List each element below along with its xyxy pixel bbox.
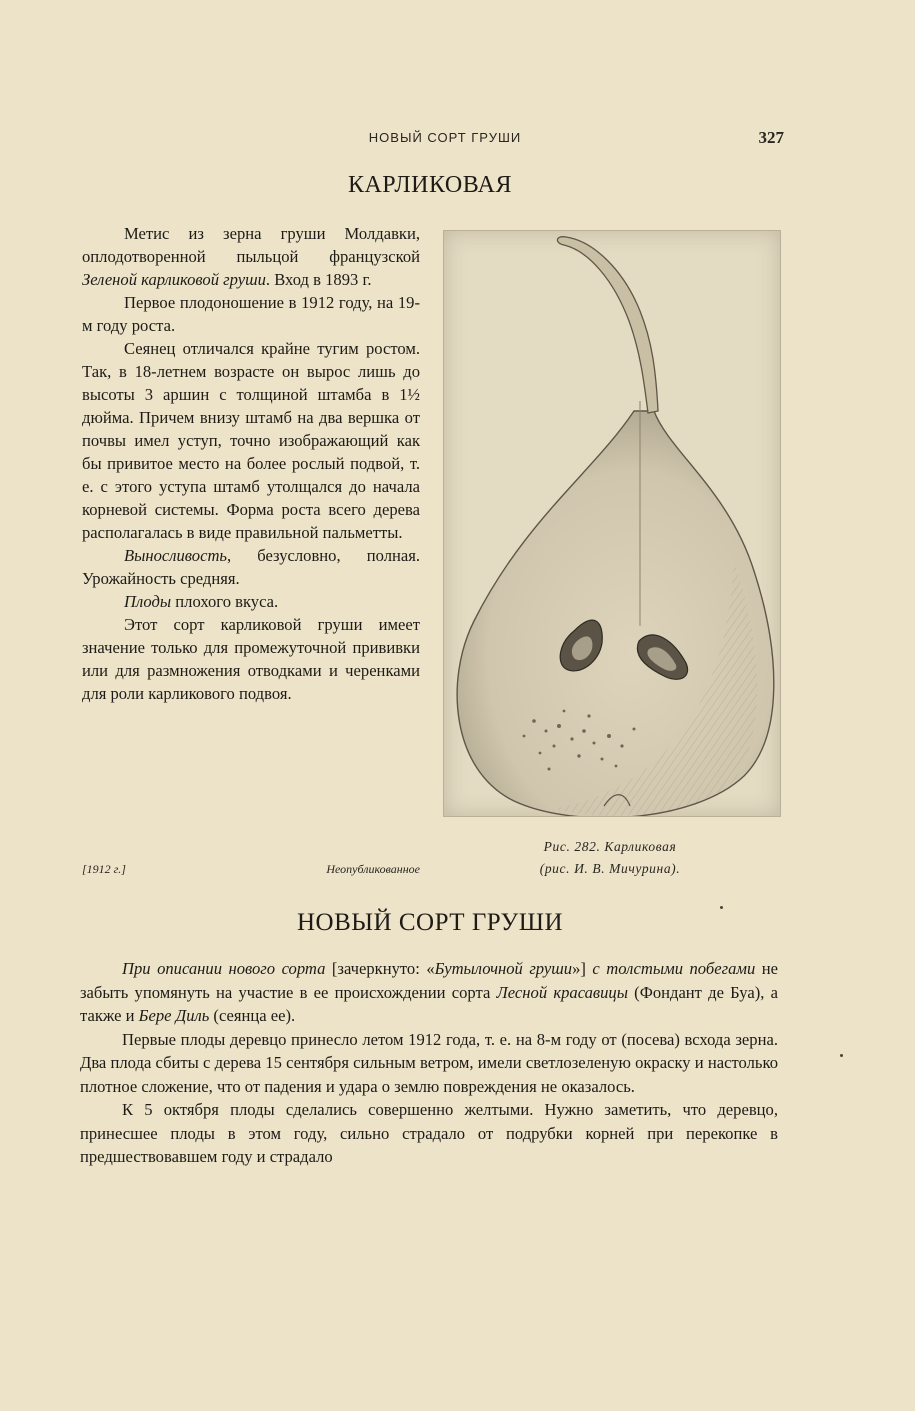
signature-status: Неопубликованное	[326, 862, 420, 876]
paragraph	[82, 222, 420, 291]
text-span: »]	[572, 959, 593, 978]
italic-term: Выносливость	[124, 546, 227, 565]
text-span: . Вход в 1893 г.	[265, 270, 372, 289]
text-span: (сеянца ее).	[209, 1006, 296, 1025]
page-number: 327	[758, 128, 784, 147]
text-span: плохого вкуса.	[171, 592, 279, 611]
italic-text: При описании нового сорта	[122, 959, 326, 978]
paragraph	[82, 544, 420, 590]
italic-variety-name: Зеленой карликовой груши	[82, 270, 266, 289]
caption-line-1: Рис. 282. Карликовая	[543, 839, 677, 854]
italic-variety-name: Бере Диль	[138, 1006, 210, 1025]
paragraph	[82, 590, 420, 613]
figure-caption	[470, 836, 750, 880]
paragraph: Этот сорт карликовой груши имеет значение только для промежуточной прививки или для размножения отводками и черенками для роли карликового подвоя.	[82, 615, 420, 703]
print-speck	[840, 1054, 843, 1057]
italic-variety-name: Бутылочной груши	[434, 959, 573, 978]
text-span: [зачеркнуто: «	[325, 959, 435, 978]
article-title-karlikovaya: КАРЛИКОВАЯ	[347, 172, 513, 198]
paragraph: Первое плодоношение в 1912 году, на 19-м году роста.	[82, 293, 420, 335]
italic-text: с толстыми побегами	[592, 959, 756, 978]
signature-date: [1912 г.]	[82, 862, 126, 876]
print-speck	[720, 906, 723, 909]
signature-line	[82, 862, 420, 877]
pear-stem	[557, 237, 658, 413]
caption-line-2: (рис. И. В. Мичурина).	[539, 861, 681, 876]
text-span: не забыть упомянуть на участие в ее происхождении сорта	[80, 959, 778, 1002]
running-head: НОВЫЙ СОРТ ГРУШИ	[368, 130, 522, 145]
paragraph: Сеянец отличался крайне тугим ростом. Так, в 18-летнем возрасте он вырос лишь до высоты 3 аршин с толщиной штамба в 1½ дюйма. Причем внизу штамб на два вершка от почвы имел уступ, точно изображающий как бы привитое место на более рослый подвой, т. е. с этого уступа штамб утолщался до начала корневой системы. Форма роста всего дерева располагалась в виде правильной пальметты.	[82, 339, 420, 542]
italic-term: Плоды	[124, 592, 172, 611]
paragraph: Первые плоды деревцо принесло летом 1912 года, т. е. на 8-м году от (посева) всхода зерна. Два плода сбиты с дерева 15 сентября сильным ветром, имели светлозеленую окраску и настолько плотное сложение, что от падения и удара о землю повреждения не оказалось.	[80, 1029, 778, 1096]
pear-drawing	[444, 231, 780, 816]
text-span: , безусловно, полная. Урожайность средняя.	[82, 546, 420, 588]
text-span: (Фондант де Буа), а также и	[80, 982, 778, 1025]
article-body-new-variety	[80, 957, 778, 1169]
paragraph	[80, 957, 778, 1028]
article-title-new-variety: НОВЫЙ СОРТ ГРУШИ	[296, 909, 564, 936]
text-span: Метис из зерна груши Молдавки, оплодотворенной пыльцой французской	[82, 224, 420, 266]
article-body-karlikovaya	[82, 222, 420, 705]
paragraph: К 5 октября плоды сделались совершенно желтыми. Нужно заметить, что деревцо, принесшее плоды в этом году, сильно страдало от подрубки корней при перекопке в предшествовавшем году и страдало	[80, 1100, 778, 1166]
pear-illustration	[443, 230, 781, 817]
italic-variety-name: Лесной красавицы	[496, 982, 628, 1002]
